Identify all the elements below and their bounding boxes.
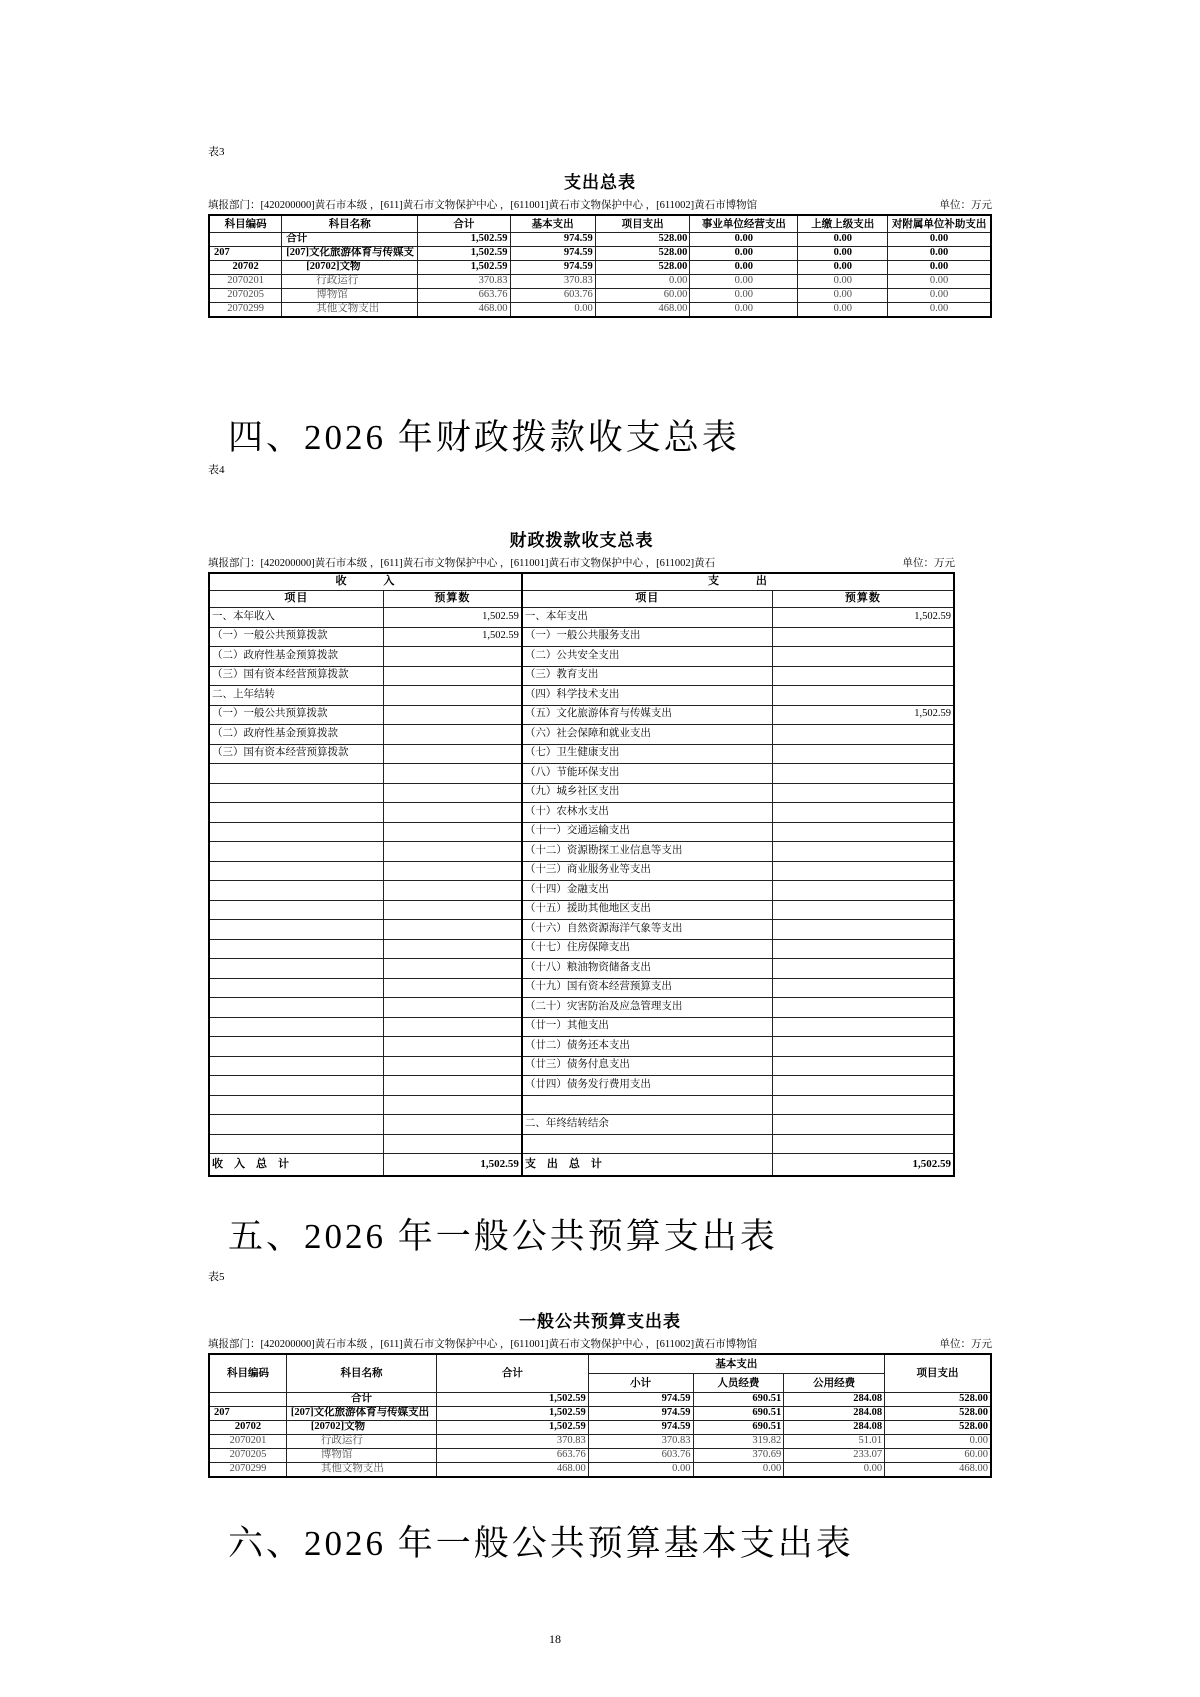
income-budget-cell [383,861,522,881]
table-row [209,705,954,725]
income-total-label: 收 入 总 计 [209,1154,383,1177]
subject-code-cell: 2070201 [209,275,282,289]
income-item-cell [209,861,383,881]
col-header-project-exp: 项目支出 [595,215,690,233]
fiscal-appropriation-section [208,464,992,1177]
expense-budget-cell [772,998,954,1018]
income-item-cell [209,1076,383,1096]
subject-name-cell: 博物馆 [286,1449,436,1463]
table-row [209,881,954,901]
basic-exp-cell: 0.00 [510,303,595,318]
income-item-cell [209,764,383,784]
expense-budget-cell [772,647,954,667]
project-exp-cell: 0.00 [595,275,690,289]
expense-item-cell: （十八）粮油物资储备支出 [522,959,772,979]
subject-code-cell: 2070299 [209,303,282,318]
section-heading-4: 四、2026 年财政拨款收支总表 [228,418,740,457]
subject-name-cell: 博物馆 [282,289,418,303]
expense-budget-cell [772,1037,954,1057]
upturn-exp-cell: 0.00 [798,289,888,303]
col-header-expense-budget: 预算数 [772,591,954,608]
expense-item-cell: （三）教育支出 [522,666,772,686]
income-budget-cell [383,1037,522,1057]
expense-item-cell: （十二）资源勘探工业信息等支出 [522,842,772,862]
income-budget-cell [383,725,522,745]
expense-budget-cell [772,1095,954,1115]
expense-item-cell: （八）节能环保支出 [522,764,772,784]
income-item-cell [209,1115,383,1135]
table-row [209,764,954,784]
expense-budget-cell [772,627,954,647]
expenditure-summary-section [208,146,992,318]
table-row [209,725,954,745]
table4-unit-label: 单位：万元 [902,558,955,569]
personnel-cell: 690.51 [693,1421,784,1435]
basic-exp-cell: 974.59 [510,261,595,275]
expense-total-value: 1,502.59 [772,1154,954,1177]
public-funds-cell: 0.00 [784,1463,885,1478]
income-item-cell [209,939,383,959]
project-exp-cell: 60.00 [885,1449,991,1463]
expense-item-cell: 一、本年支出 [522,608,772,628]
table-row [209,1463,991,1478]
table3-tag: 表3 [208,146,225,158]
col-header-total: 合计 [437,1354,589,1393]
table-row [209,686,954,706]
expense-budget-cell [772,920,954,940]
expense-item-cell: （廿三）债务付息支出 [522,1056,772,1076]
table4-group-header-row [209,573,954,591]
subject-name-cell: 其他文物支出 [286,1463,436,1478]
income-item-cell [209,900,383,920]
table-row [209,1037,954,1057]
col-header-subject-code: 科目编码 [209,215,282,233]
upturn-exp-cell: 0.00 [798,303,888,318]
income-budget-cell [383,822,522,842]
subject-code-cell: 2070299 [209,1463,286,1478]
upturn-exp-cell: 0.00 [798,261,888,275]
table5-tag: 表5 [208,1271,225,1283]
personnel-cell: 0.00 [693,1463,784,1478]
total-cell: 1,502.59 [418,261,510,275]
expense-item-cell [522,1095,772,1115]
table3-unit-label: 单位：万元 [939,200,992,211]
subsidy-exp-cell: 0.00 [888,289,991,303]
subject-name-cell: 合计 [286,1393,436,1407]
table-row [209,783,954,803]
expense-item-cell: （一）一般公共服务支出 [522,627,772,647]
subject-code-cell: 207 [209,247,282,261]
operating-exp-cell: 0.00 [690,247,798,261]
table4-title: 财政拨款收支总表 [509,531,654,550]
income-item-cell [209,959,383,979]
col-header-basic-exp-group: 基本支出 [588,1354,884,1374]
table-row [209,608,954,628]
col-header-personnel: 人员经费 [693,1374,784,1393]
income-budget-cell [383,978,522,998]
basic-subtotal-cell: 974.59 [588,1407,693,1421]
project-exp-cell: 528.00 [595,261,690,275]
table-row [209,744,954,764]
public-funds-cell: 284.08 [784,1407,885,1421]
expense-item-cell: （十六）自然资源海洋气象等支出 [522,920,772,940]
income-budget-cell [383,666,522,686]
table-row [209,900,954,920]
expense-item-cell: （二）公共安全支出 [522,647,772,667]
table-row [209,998,954,1018]
basic-subtotal-cell: 974.59 [588,1393,693,1407]
general-public-budget-expenditure-table [208,1353,992,1478]
personnel-cell: 370.69 [693,1449,784,1463]
expense-item-cell [522,1134,772,1154]
table-row [209,275,991,289]
expense-budget-cell [772,959,954,979]
table-row [209,959,954,979]
expense-budget-cell [772,764,954,784]
table5-dept-label: 填报部门：[420200000]黄石市本级 ，[611]黄石市文物保护中心 ，[611001]黄石市文物保护中心 ，[611002]黄石市博物馆 [208,1339,758,1350]
expense-budget-cell [772,686,954,706]
subsidy-exp-cell: 0.00 [888,261,991,275]
table-row [209,1393,991,1407]
expense-budget-cell [772,842,954,862]
expense-budget-cell [772,744,954,764]
income-item-cell: 二、上年结转 [209,686,383,706]
col-header-subject-name: 科目名称 [282,215,418,233]
expense-budget-cell [772,1115,954,1135]
subject-code-cell [209,1393,286,1407]
total-cell: 1,502.59 [437,1421,589,1435]
col-header-income-item: 项目 [209,591,383,608]
group-header-income: 收 入 [209,573,522,591]
expense-budget-cell [772,1017,954,1037]
income-budget-cell [383,1095,522,1115]
income-item-cell [209,1017,383,1037]
table3-meta [208,199,992,212]
table-row [209,920,954,940]
expense-item-cell: （二十）灾害防治及应急管理支出 [522,998,772,1018]
expense-item-cell: （廿四）债务发行费用支出 [522,1076,772,1096]
subsidy-exp-cell: 0.00 [888,303,991,318]
personnel-cell: 690.51 [693,1407,784,1421]
total-cell: 370.83 [437,1435,589,1449]
income-budget-cell [383,647,522,667]
table-row [209,247,991,261]
table-row [209,303,991,318]
subject-code-cell [209,233,282,247]
total-cell: 1,502.59 [437,1407,589,1421]
income-budget-cell [383,1017,522,1037]
income-item-cell [209,920,383,940]
income-item-cell [209,998,383,1018]
basic-exp-cell: 974.59 [510,247,595,261]
total-cell: 370.83 [418,275,510,289]
table-row [209,1115,954,1135]
expense-item-cell: （十九）国有资本经营预算支出 [522,978,772,998]
income-budget-cell [383,783,522,803]
income-item-cell [209,881,383,901]
total-cell: 1,502.59 [418,233,510,247]
upturn-exp-cell: 0.00 [798,275,888,289]
expense-budget-cell [772,822,954,842]
project-exp-cell: 528.00 [595,247,690,261]
expense-item-cell: （十三）商业服务业等支出 [522,861,772,881]
subject-name-cell: 行政运行 [286,1435,436,1449]
income-item-cell [209,1134,383,1154]
expense-item-cell: （五）文化旅游体育与传媒支出 [522,705,772,725]
col-header-total: 合计 [418,215,510,233]
expense-budget-cell [772,1056,954,1076]
basic-subtotal-cell: 0.00 [588,1463,693,1478]
project-exp-cell: 528.00 [885,1421,991,1435]
table-row [209,1134,954,1154]
expense-budget-cell [772,900,954,920]
expense-total-label: 支 出 总 计 [522,1154,772,1177]
table4-col-header-row [209,591,954,608]
project-exp-cell: 468.00 [885,1463,991,1478]
table-row [209,289,991,303]
table5-meta [208,1338,992,1351]
table-row [209,233,991,247]
expense-item-cell: （六）社会保障和就业支出 [522,725,772,745]
table-row [209,1076,954,1096]
income-budget-cell [383,920,522,940]
total-cell: 1,502.59 [437,1393,589,1407]
income-item-cell: （一）一般公共预算拨款 [209,705,383,725]
col-header-subject-name: 科目名称 [286,1354,436,1393]
expense-budget-cell [772,1134,954,1154]
income-item-cell [209,1037,383,1057]
project-exp-cell: 0.00 [885,1435,991,1449]
table3-dept-label: 填报部门：[420200000]黄石市本级 ，[611]黄石市文物保护中心 ，[611001]黄石市文物保护中心 ，[611002]黄石市博物馆 [208,200,758,211]
table-row [209,842,954,862]
income-budget-cell [383,1076,522,1096]
table-row [209,1407,991,1421]
table-row [209,1435,991,1449]
basic-subtotal-cell: 603.76 [588,1449,693,1463]
subsidy-exp-cell: 0.00 [888,247,991,261]
table-row [209,1017,954,1037]
income-budget-cell [383,998,522,1018]
subject-code-cell: 2070201 [209,1435,286,1449]
public-funds-cell: 233.07 [784,1449,885,1463]
operating-exp-cell: 0.00 [690,303,798,318]
table4-footer-row [209,1154,954,1177]
income-budget-cell [383,959,522,979]
basic-exp-cell: 974.59 [510,233,595,247]
expense-item-cell: 二、年终结转结余 [522,1115,772,1135]
table-row [209,861,954,881]
table5-header-row-1 [209,1354,991,1374]
table4-dept-label: 填报部门：[420200000]黄石市本级 ，[611]黄石市文物保护中心 ，[611001]黄石市文物保护中心 ，[611002]黄石 [208,558,716,569]
operating-exp-cell: 0.00 [690,289,798,303]
table-row [209,627,954,647]
project-exp-cell: 468.00 [595,303,690,318]
col-header-upturn-exp: 上缴上级支出 [798,215,888,233]
table-row [209,822,954,842]
table4-tag: 表4 [208,464,225,476]
income-budget-cell [383,1056,522,1076]
page-number: 18 [549,1632,561,1646]
expense-budget-cell [772,939,954,959]
expense-item-cell: （廿二）债务还本支出 [522,1037,772,1057]
total-cell: 663.76 [437,1449,589,1463]
subject-code-cell: 2070205 [209,1449,286,1463]
table3-title: 支出总表 [564,173,636,192]
expense-budget-cell [772,881,954,901]
col-header-subtotal: 小计 [588,1374,693,1393]
subject-code-cell: 207 [209,1407,286,1421]
upturn-exp-cell: 0.00 [798,247,888,261]
project-exp-cell: 60.00 [595,289,690,303]
basic-exp-cell: 370.83 [510,275,595,289]
table-row [209,803,954,823]
table3-header-row [209,215,991,233]
total-cell: 663.76 [418,289,510,303]
table-row [209,1449,991,1463]
subject-name-cell: 行政运行 [282,275,418,289]
subject-code-cell: 2070205 [209,289,282,303]
income-total-value: 1,502.59 [383,1154,522,1177]
expense-budget-cell [772,725,954,745]
income-item-cell: （一）一般公共预算拨款 [209,627,383,647]
col-header-expense-item: 项目 [522,591,772,608]
expense-budget-cell [772,1076,954,1096]
income-budget-cell [383,1134,522,1154]
expense-item-cell: （七）卫生健康支出 [522,744,772,764]
general-public-budget-section [208,1271,992,1478]
income-item-cell: （二）政府性基金预算拨款 [209,647,383,667]
table5-title: 一般公共预算支出表 [519,1312,681,1331]
public-funds-cell: 284.08 [784,1393,885,1407]
project-exp-cell: 528.00 [595,233,690,247]
income-budget-cell [383,842,522,862]
income-item-cell [209,803,383,823]
table4-meta [208,557,955,570]
income-budget-cell [383,686,522,706]
income-budget-cell [383,803,522,823]
col-header-income-budget: 预算数 [383,591,522,608]
expense-item-cell: （十五）援助其他地区支出 [522,900,772,920]
expense-item-cell: （廿一）其他支出 [522,1017,772,1037]
income-budget-cell [383,939,522,959]
col-header-project-exp: 项目支出 [885,1354,991,1393]
operating-exp-cell: 0.00 [690,275,798,289]
subject-name-cell: [207]文化旅游体育与传媒支 [282,247,418,261]
income-item-cell [209,783,383,803]
income-budget-cell [383,764,522,784]
income-item-cell: 一、本年收入 [209,608,383,628]
section-heading-5: 五、2026 年一般公共预算支出表 [228,1217,778,1256]
expense-budget-cell: 1,502.59 [772,608,954,628]
table-row [209,1056,954,1076]
income-budget-cell [383,744,522,764]
personnel-cell: 690.51 [693,1393,784,1407]
table-row [209,1421,991,1435]
income-budget-cell [383,705,522,725]
income-item-cell [209,822,383,842]
income-budget-cell [383,1115,522,1135]
total-cell: 1,502.59 [418,247,510,261]
operating-exp-cell: 0.00 [690,261,798,275]
expense-budget-cell: 1,502.59 [772,705,954,725]
income-item-cell [209,842,383,862]
table5-unit-label: 单位：万元 [939,1339,992,1350]
col-header-operating-exp: 事业单位经营支出 [690,215,798,233]
subsidy-exp-cell: 0.00 [888,233,991,247]
table-row [209,1095,954,1115]
expense-item-cell: （四）科学技术支出 [522,686,772,706]
subject-name-cell: 合计 [282,233,418,247]
expense-item-cell: （十一）交通运输支出 [522,822,772,842]
col-header-basic-exp: 基本支出 [510,215,595,233]
public-funds-cell: 51.01 [784,1435,885,1449]
col-header-subsidy-exp: 对附属单位补助支出 [888,215,991,233]
income-budget-cell [383,900,522,920]
expense-budget-cell [772,861,954,881]
col-header-public-funds: 公用经费 [784,1374,885,1393]
subsidy-exp-cell: 0.00 [888,275,991,289]
subject-name-cell: [207]文化旅游体育与传媒支出 [286,1407,436,1421]
expense-item-cell: （十七）住房保障支出 [522,939,772,959]
table-row [209,666,954,686]
subject-name-cell: [20702]文物 [286,1421,436,1435]
operating-exp-cell: 0.00 [690,233,798,247]
expense-budget-cell [772,783,954,803]
group-header-expense: 支 出 [522,573,954,591]
basic-subtotal-cell: 974.59 [588,1421,693,1435]
table-row [209,647,954,667]
public-funds-cell: 284.08 [784,1421,885,1435]
income-item-cell: （三）国有资本经营预算拨款 [209,744,383,764]
table-row [209,978,954,998]
income-item-cell: （三）国有资本经营预算拨款 [209,666,383,686]
project-exp-cell: 528.00 [885,1393,991,1407]
income-budget-cell [383,881,522,901]
table-row [209,261,991,275]
upturn-exp-cell: 0.00 [798,233,888,247]
expenditure-summary-table [208,214,992,318]
income-budget-cell: 1,502.59 [383,627,522,647]
subject-code-cell: 20702 [209,1421,286,1435]
total-cell: 468.00 [418,303,510,318]
personnel-cell: 319.82 [693,1435,784,1449]
expense-budget-cell [772,803,954,823]
project-exp-cell: 528.00 [885,1407,991,1421]
basic-exp-cell: 603.76 [510,289,595,303]
income-budget-cell: 1,502.59 [383,608,522,628]
expense-item-cell: （九）城乡社区支出 [522,783,772,803]
total-cell: 468.00 [437,1463,589,1478]
income-item-cell [209,1056,383,1076]
expense-budget-cell [772,666,954,686]
expense-item-cell: （十四）金融支出 [522,881,772,901]
income-item-cell: （二）政府性基金预算拨款 [209,725,383,745]
income-item-cell [209,1095,383,1115]
table-row [209,939,954,959]
expense-budget-cell [772,978,954,998]
fiscal-appropriation-table [208,572,955,1177]
basic-subtotal-cell: 370.83 [588,1435,693,1449]
income-item-cell [209,978,383,998]
subject-name-cell: [20702]文物 [282,261,418,275]
expense-item-cell: （十）农林水支出 [522,803,772,823]
section-heading-6: 六、2026 年一般公共预算基本支出表 [228,1524,854,1563]
subject-name-cell: 其他文物支出 [282,303,418,318]
col-header-subject-code: 科目编码 [209,1354,286,1393]
subject-code-cell: 20702 [209,261,282,275]
